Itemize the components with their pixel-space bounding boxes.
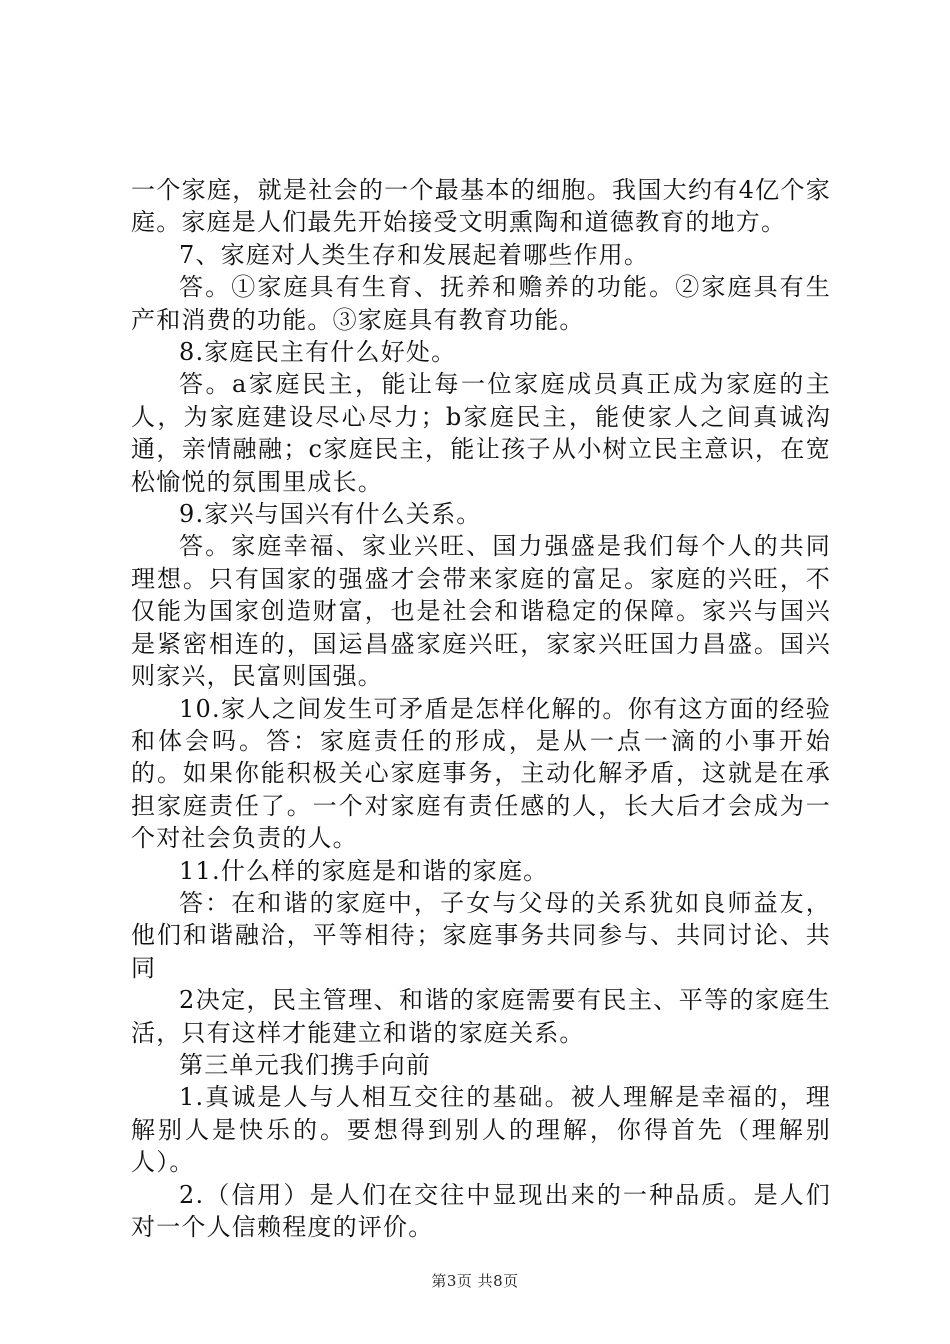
paragraph-13: 2.（信用）是人们在交往中显现出来的一种品质。是人们对一个人信赖程度的评价。	[131, 1180, 831, 1241]
document-body	[131, 174, 831, 1243]
paragraph-7: 答。家庭幸福、家业兴旺、国力强盛是我们每个人的共同理想。只有国家的强盛才会带来家庭的富足。家庭的兴旺，不仅能为国家创造财富，也是社会和谐稳定的保障。家兴与国兴是紧密相连的，国运昌盛家庭兴旺，家家兴旺国力昌盛。国兴则家兴，民富则国强。	[131, 532, 831, 691]
paragraph-8: 10.家人之间发生可矛盾是怎样化解的。你有这方面的经验和体会吗。答：家庭责任的形成，是从一点一滴的小事开始的。如果你能积极关心家庭事务，主动化解矛盾，这就是在承担家庭责任了。一个对家庭有责任感的人，长大后才会成为一个对社会负责的人。	[131, 694, 831, 853]
page-number-footer: 第3页 共8页	[431, 1272, 519, 1290]
paragraph-5: 答。a家庭民主，能让每一位家庭成员真正成为家庭的主人，为家庭建设尽心尽力；b家庭民主，能使家人之间真诚沟通，亲情融融；c家庭民主，能让孩子从小树立民主意识，在宽松愉悦的氛围里成长。	[131, 370, 831, 496]
paragraph-4: 8.家庭民主有什么好处。	[179, 338, 457, 367]
paragraph-3: 答。①家庭具有生育、抚养和赡养的功能。②家庭具有生产和消费的功能。③家庭具有教育功能。	[131, 273, 831, 334]
paragraph-9: 11.什么样的家庭是和谐的家庭。	[179, 856, 549, 885]
paragraph-11: 2决定，民主管理、和谐的家庭需要有民主、平等的家庭生活，只有这样才能建立和谐的家庭关系。	[131, 986, 831, 1047]
paragraph-1: 一个家庭，就是社会的一个最基本的细胞。我国大约有4亿个家庭。家庭是人们最先开始接受文明熏陶和道德教育的地方。	[131, 176, 831, 237]
section-heading: 第三单元我们携手向前	[179, 1050, 431, 1079]
paragraph-12: 1.真诚是人与人相互交往的基础。被人理解是幸福的，理解别人是快乐的。要想得到别人的理解，你得首先（理解别人）。	[131, 1083, 831, 1177]
paragraph-10: 答：在和谐的家庭中，子女与父母的关系犹如良师益友，他们和谐融洽，平等相待；家庭事务共同参与、共同讨论、共同	[131, 888, 831, 982]
paragraph-2: 7、家庭对人类生存和发展起着哪些作用。	[179, 240, 650, 269]
paragraph-6: 9.家兴与国兴有什么关系。	[179, 500, 482, 529]
